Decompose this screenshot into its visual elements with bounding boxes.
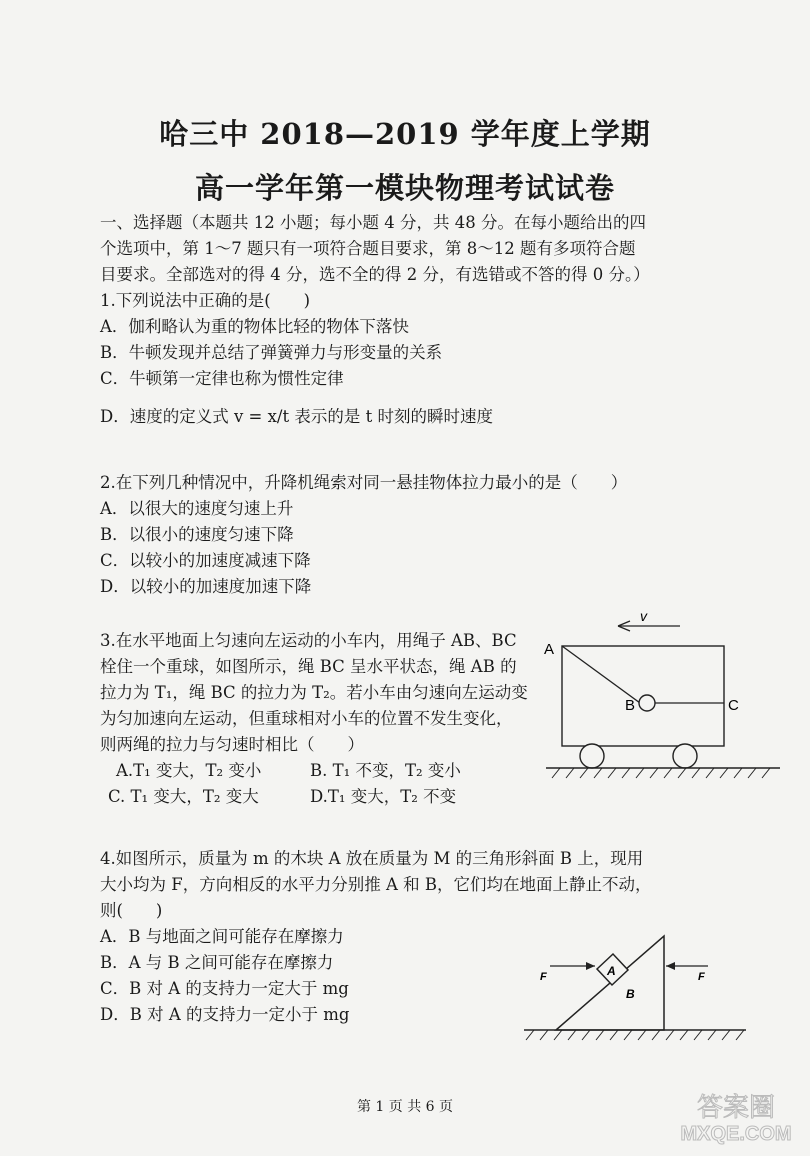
- question-2-stem: 2.在下列几种情况中，升降机绳索对同一悬挂物体拉力最小的是（ ）: [100, 473, 628, 492]
- question-4-option-d: D．B 对 A 的支持力一定小于 mg: [100, 1005, 350, 1024]
- force-right-label: F: [698, 971, 705, 983]
- question-2-option-c: C．以较小的加速度减速下降: [100, 551, 311, 570]
- question-4-option-a: A．B 与地面之间可能存在摩擦力: [100, 927, 344, 946]
- question-4-stem-line: 4.如图所示，质量为 m 的木块 A 放在质量为 M 的三角形斜面 B 上，现用: [100, 849, 644, 868]
- exam-title-line2: 高一学年第一模块物理考试试卷: [194, 171, 615, 205]
- question-3-stem-line: 为匀加速向左运动，但重球相对小车的位置不发生变化，: [100, 709, 513, 728]
- question-4-option-c: C．B 对 A 的支持力一定大于 mg: [100, 979, 349, 998]
- question-1-stem: 1.下列说法中正确的是( ): [100, 291, 311, 310]
- section-instructions-line: 一、选择题（本题共 12 小题；每小题 4 分，共 48 分。在每小题给出的四: [100, 213, 646, 232]
- watermark-text-top: 答案圈: [696, 1092, 776, 1122]
- question-3-stem-line: 则两绳的拉力与匀速时相比（ ）: [100, 735, 364, 754]
- question-4-option-b: B．A 与 B 之间可能存在摩擦力: [100, 953, 334, 972]
- force-left-label: F: [540, 971, 547, 983]
- wedge-figure: [518, 930, 758, 1050]
- question-3-option-a: A.T₁ 变大，T₂ 变小: [116, 761, 262, 780]
- question-1-option-b: B．牛顿发现并总结了弹簧弹力与形变量的关系: [100, 343, 443, 362]
- point-a-label: A: [544, 641, 555, 658]
- question-3-option-d: D.T₁ 变大，T₂ 不变: [310, 787, 457, 806]
- watermark-text-bottom: MXQE.COM: [680, 1123, 792, 1145]
- question-3-stem-line: 3.在水平地面上匀速向左运动的小车内，用绳子 AB、BC: [100, 631, 517, 650]
- question-3-stem-line: 拉力为 T₁，绳 BC 的拉力为 T₂。若小车由匀速向左运动变: [100, 683, 528, 702]
- page-number: 第 1 页 共 6 页: [356, 1099, 454, 1115]
- block-a-label: A: [607, 964, 616, 978]
- question-1-option-a: A．伽利略认为重的物体比轻的物体下落快: [100, 317, 409, 336]
- cart-figure: [530, 606, 790, 806]
- exam-title-line1: 哈三中 2018—2019 学年度上学期: [159, 117, 651, 151]
- question-2-option-d: D．以较小的加速度加速下降: [100, 577, 312, 596]
- question-4-stem-line: 大小均为 F，方向相反的水平力分别推 A 和 B，它们均在地面上静止不动，: [100, 875, 652, 894]
- section-instructions-line: 个选项中，第 1～7 题只有一项符合题目要求，第 8～12 题有多项符合题: [100, 239, 636, 258]
- question-1-option-d: D．速度的定义式 v = x/t 表示的是 t 时刻的瞬时速度: [100, 407, 493, 426]
- question-2-option-a: A．以很大的速度匀速上升: [100, 499, 294, 518]
- velocity-label: v: [640, 608, 647, 624]
- section-instructions-line: 目要求。全部选对的得 4 分，选不全的得 2 分，有选错或不答的得 0 分。）: [100, 265, 650, 284]
- question-3-option-b: B. T₁ 不变，T₂ 变小: [310, 761, 461, 780]
- question-3-option-c: C. T₁ 变大，T₂ 变大: [108, 787, 259, 806]
- point-b-label: B: [625, 697, 636, 714]
- wedge-b-label: B: [626, 987, 635, 1001]
- question-4-stem-line: 则( ): [100, 901, 163, 920]
- point-c-label: C: [728, 697, 739, 714]
- question-1-option-c: C．牛顿第一定律也称为惯性定律: [100, 369, 344, 388]
- question-3-stem-line: 栓住一个重球，如图所示，绳 BC 呈水平状态，绳 AB 的: [100, 657, 517, 676]
- question-2-option-b: B．以很小的速度匀速下降: [100, 525, 294, 544]
- watermark-logo: [676, 1086, 796, 1146]
